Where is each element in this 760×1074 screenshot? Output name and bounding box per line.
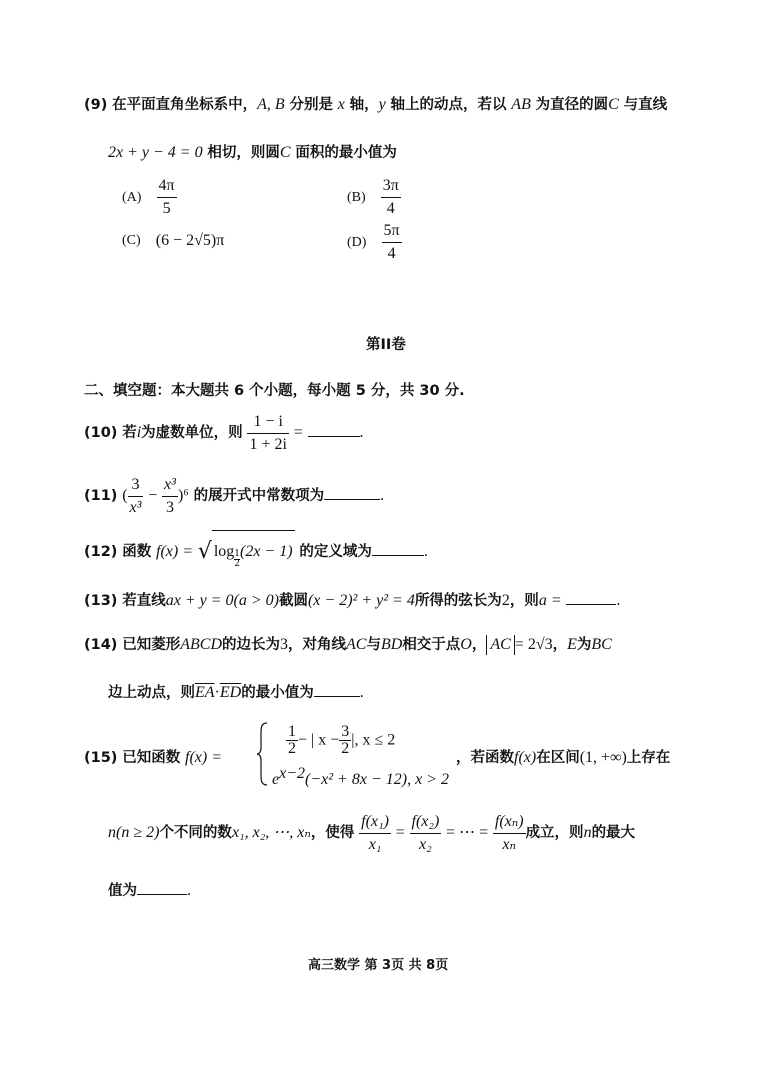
page-footer: 高三数学 第 3页 共 8页: [308, 958, 449, 973]
fraction: $\frac{4\pi}{5}$: [158, 177, 175, 217]
square-root: log $\frac{1}{2}$ (2x − 1): [212, 530, 295, 572]
answer-blank[interactable]: [137, 880, 187, 895]
q15-case1: $\frac{1}{2}$ − | x − $\frac{3}{2}$ |, x ≤ 2: [288, 723, 396, 757]
q9-option-c[interactable]: (C) (6 − 2√5)π: [122, 232, 225, 249]
q12: (12) 函数 f(x) = √ log $\frac{1}{2}$ (2x − 1) 的定义域为 .: [84, 530, 428, 572]
q13: (13) 若直线ax + y = 0(a > 0)截圆(x − 2)² + y² = 4所得的弦长为2，则a = .: [84, 592, 621, 609]
fraction: $\frac{\text{f(xₙ)}}{\text{xₙ}}$: [494, 812, 524, 853]
q15-case2: $e^{x-2}(-x^2 + 8x - 12)$, x > 2: [272, 765, 449, 788]
answer-blank[interactable]: [308, 422, 360, 437]
fraction: $\frac{5\pi}{4}$: [383, 222, 400, 262]
answer-blank[interactable]: [324, 485, 380, 500]
answer-blank[interactable]: [314, 682, 360, 697]
answer-blank[interactable]: [566, 590, 616, 605]
q9-line1: (9) 在平面直角坐标系中，A, B 分别是 x 轴，y 轴上的动点，若以 AB 为直径的圆C 与直线: [84, 96, 668, 113]
answer-blank[interactable]: [372, 541, 424, 556]
fraction: $\frac{3}{\text{x³}}$: [129, 475, 142, 516]
q9-option-d[interactable]: (D) $\frac{5\pi}{4}$: [347, 220, 402, 265]
fraction: $\frac{1 - i}{1 + 2i}$: [249, 412, 287, 453]
fraction: $\frac{3}{2}$: [341, 723, 350, 757]
fraction: $\frac{\text{f(x₂)}}{\text{x₂}}$: [411, 812, 440, 853]
q9-option-b[interactable]: (B) $\frac{3\pi}{4}$: [347, 175, 401, 220]
fill-in-title: 二、填空题：本大题共 6 个小题，每小题 5 分，共 30 分.: [84, 383, 465, 399]
q9-line2: 2x + y − 4 = 0 相切，则圆C 面积的最小值为: [108, 144, 397, 161]
section-title: 第II卷: [366, 337, 406, 353]
fraction: $\frac{\text{x³}}{3}$: [164, 475, 176, 516]
q11: (11) ( $\frac{3}{\text{x³}}$ − $\frac{\text{x³}}{3}$ )⁶ 的展开式中常数项为 .: [84, 473, 384, 519]
q14-line1: (14) 已知菱形ABCD的边长为3，对角线AC与BD相交于点O， AC = 2√3，E为BC: [84, 636, 612, 653]
brace-icon: [256, 722, 268, 786]
q15-num: (15) 已知函数 f(x) =: [84, 749, 222, 766]
fraction: $\frac{\text{f(x₁)}}{\text{x₁}}$: [361, 812, 389, 853]
q14-line2: 边上动点，则$\overline{EA}\cdot\overline{ED}$的最小值为 .: [108, 684, 364, 701]
fraction: $\frac{1}{2}$: [288, 723, 296, 757]
q15-line3: 值为 .: [108, 882, 191, 899]
q9-option-a[interactable]: (A) $\frac{4\pi}{5}$: [122, 175, 177, 220]
fraction: $\frac{3\pi}{4}$: [382, 177, 399, 217]
q15-line2: n(n ≥ 2)个不同的数x₁, x₂, ⋯, xₙ，使得 $\frac{\text{f(x₁)}}{\text{x₁}}$ = $\frac{\text{f(x₂)}}{\text{x₂}}$ = ⋯ = $\frac{\text{f(xₙ)}}{\text{xₙ}}$ 成立，则n的最大: [108, 808, 635, 857]
q10: (10) 若i为虚数单位，则 $\frac{1 - i}{1 + 2i}$ = .: [84, 410, 364, 456]
q15-line1-end: ，若函数f(x)在区间(1, +∞)上存在: [456, 749, 671, 766]
